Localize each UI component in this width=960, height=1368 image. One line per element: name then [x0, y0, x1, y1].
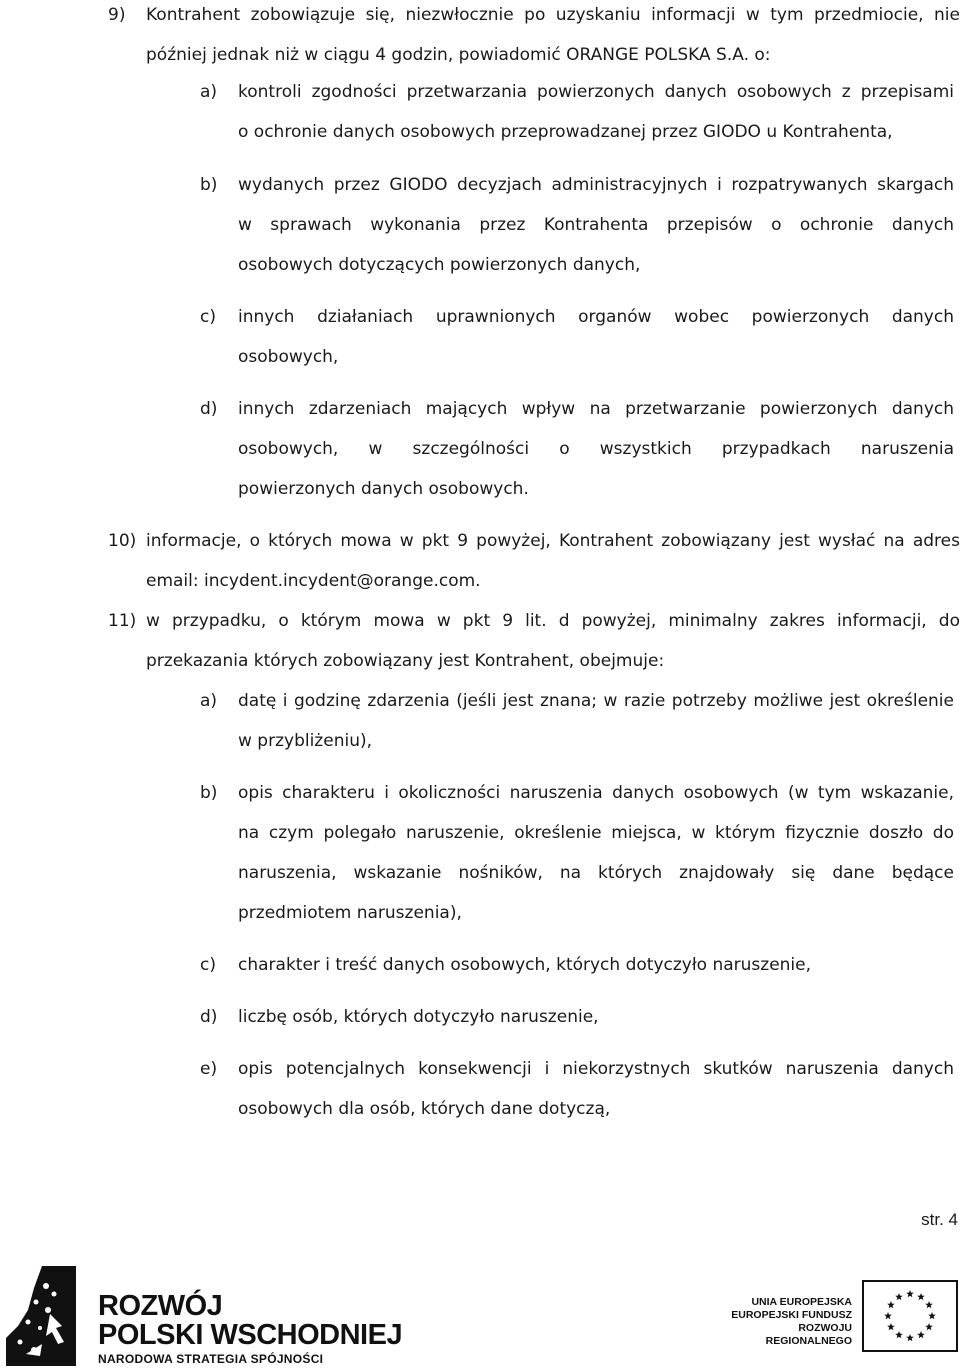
sub-text: naruszenia, wskazanie nośników, na których znajdowały się dane będące: [238, 863, 954, 883]
sub-text: osobowych,: [238, 347, 339, 367]
item-number: 9): [108, 5, 126, 25]
sub-letter: a): [200, 82, 218, 102]
sub-text: na czym polegało naruszenie, określenie miejsca, w którym fizycznie doszło do: [238, 823, 954, 843]
footer-logos: [0, 1262, 960, 1368]
eu-fund-logo-text: [720, 1296, 852, 1348]
sub-text: datę i godzinę zdarzenia (jeśli jest znana; w razie potrzeby możliwe jest określenie: [238, 691, 954, 711]
sub-text: powierzonych danych osobowych.: [238, 479, 529, 499]
sub-letter: e): [200, 1059, 218, 1079]
item-number: 10): [108, 531, 137, 551]
sub-text: w sprawach wykonania przez Kontrahenta przepisów o ochronie danych: [238, 215, 954, 235]
sub-letter: d): [200, 399, 218, 419]
sub-text: kontroli zgodności przetwarzania powierzonych danych osobowych z przepisami: [238, 82, 954, 102]
sub-letter: d): [200, 1007, 218, 1027]
rozwoj-polski-wschodniej-logo-icon: [6, 1266, 76, 1366]
sub-text: o ochronie danych osobowych przeprowadzanej przez GIODO u Kontrahenta,: [238, 122, 893, 142]
item-text-email: email: incydent.incydent@orange.com.: [146, 571, 481, 591]
sub-text: innych zdarzeniach mających wpływ na przetwarzanie powierzonych danych: [238, 399, 954, 419]
eu-text-line-1: UNIA EUROPEJSKA: [751, 1296, 852, 1308]
sub-letter: c): [200, 955, 216, 975]
item-text: informacje, o których mowa w pkt 9 powyżej, Kontrahent zobowiązany jest wysłać na adres: [146, 531, 960, 551]
sub-text: osobowych, w szczególności o wszystkich przypadkach naruszenia: [238, 439, 954, 459]
sub-letter: b): [200, 175, 218, 195]
eu-text-line-3: ROZWOJU REGIONALNEGO: [765, 1322, 852, 1347]
sub-text: wydanych przez GIODO decyzjach administracyjnych i rozpatrywanych skargach: [238, 175, 954, 195]
rozwoj-polski-wschodniej-logo: [98, 1292, 402, 1368]
eu-text-line-2: EUROPEJSKI FUNDUSZ: [731, 1309, 852, 1321]
sub-text: osobowych dla osób, których dane dotyczą,: [238, 1099, 611, 1119]
item-text: przekazania których zobowiązany jest Kontrahent, obejmuje:: [146, 651, 665, 671]
item-text: w przypadku, o którym mowa w pkt 9 lit. d powyżej, minimalny zakres informacji, do: [146, 611, 960, 631]
eu-flag-icon: [862, 1280, 958, 1352]
item-text: Kontrahent zobowiązuje się, niezwłocznie po uzyskaniu informacji w tym przedmiocie, nie: [146, 5, 960, 25]
page-number: str. 4: [921, 1210, 958, 1229]
logo-text-line-2: POLSKI WSCHODNIEJ: [98, 1319, 403, 1351]
sub-letter: a): [200, 691, 218, 711]
sub-text: w przybliżeniu),: [238, 731, 372, 751]
logo-tagline: NARODOWA STRATEGIA SPÓJNOŚCI: [98, 1352, 324, 1366]
sub-letter: c): [200, 307, 216, 327]
sub-text: innych działaniach uprawnionych organów wobec powierzonych danych: [238, 307, 954, 327]
item-number: 11): [108, 611, 137, 631]
sub-text: przedmiotem naruszenia),: [238, 903, 462, 923]
sub-letter: b): [200, 783, 218, 803]
item-text: później jednak niż w ciągu 4 godzin, powiadomić ORANGE POLSKA S.A. o:: [146, 45, 771, 65]
sub-text: osobowych dotyczących powierzonych danych,: [238, 255, 641, 275]
sub-text: opis potencjalnych konsekwencji i niekorzystnych skutków naruszenia danych: [238, 1059, 954, 1079]
sub-text: liczbę osób, których dotyczyło naruszenie,: [238, 1007, 599, 1027]
sub-text: opis charakteru i okoliczności naruszenia danych osobowych (w tym wskazanie,: [238, 783, 954, 803]
sub-text: charakter i treść danych osobowych, których dotyczyło naruszenie,: [238, 955, 812, 975]
logo-text-line-1: ROZWÓJ: [98, 1290, 223, 1322]
